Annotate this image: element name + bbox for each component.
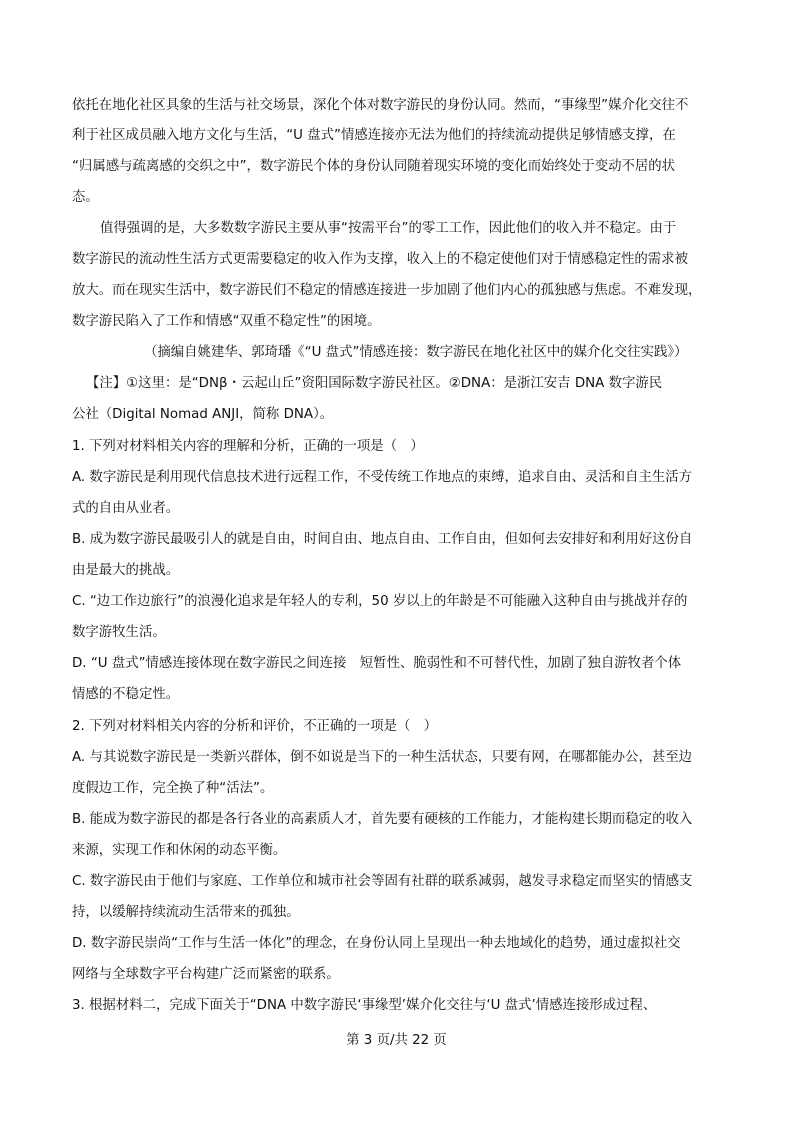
paragraph-line: 放大。而在现实生活中，数字游民们不稳定的情感连接进一步加剧了他们内心的孤独感与焦虑。不难发现， [72, 283, 702, 298]
paragraph-line: 利于社区成员融入地方文化与生活，“U 盘式”情感连接亦无法为他们的持续流动提供足够情感支撑，在 [72, 128, 676, 143]
page-number-footer: 第 3 页/共 22 页 [346, 1033, 447, 1048]
source-citation: （摘编自姚建华、郭琦璠《“U 盘式”情感连接：数字游民在地化社区中的媒介化交往实践》） [144, 345, 688, 360]
option-line: D. “U 盘式”情感连接体现在数字游民之间连接 短暂性、脆弱性和不可替代性，加剧了独自游牧者个体 [72, 656, 682, 671]
option-line: C. “边工作边旅行”的浪漫化追求是年轻人的专利，50 岁以上的年龄是不可能融入这种自由与挑战并存的 [72, 594, 688, 609]
question-1: 1. 下列对材料相关内容的理解和分析，正确的一项是（ ） [72, 439, 424, 454]
note-line: 【注】①这里：是“DNβ・云起山丘”资阳国际数字游民社区。②DNA：是浙江安吉 DNA 数字游民 [86, 376, 663, 391]
paragraph-line: “归属感与疏离感的交织之中”，数字游民个体的身份认同随着现实环境的变化而始终处于变动不居的状 [72, 159, 676, 174]
question-2: 2. 下列对材料相关内容的分析和评价，不正确的一项是（ ） [72, 719, 438, 734]
option-line: B. 能成为数字游民的都是各行各业的高素质人才，首先要有硬核的工作能力，才能构建长期而稳定的收入 [72, 812, 693, 827]
option-line: A. 与其说数字游民是一类新兴群体，倒不如说是当下的一种生活状态，只要有网，在哪都能办公，甚至边 [72, 750, 693, 765]
paragraph-line: 数字游民的流动性生活方式更需要稳定的收入作为支撑，收入上的不稳定使他们对于情感稳定性的需求被 [72, 252, 688, 267]
option-line: 情感的不稳定性。 [72, 687, 180, 702]
option-line: 式的自由从业者。 [72, 501, 180, 516]
option-line: A. 数字游民是利用现代信息技术进行远程工作，不受传统工作地点的束缚，追求自由、灵活和自主生活方 [72, 470, 693, 485]
option-line: 度假边工作，完全换了种“活法”。 [72, 781, 274, 796]
option-line: 持，以缓解持续流动生活带来的孤独。 [72, 905, 300, 920]
note-line: 公社（Digital Nomad ANJI，简称 DNA）。 [72, 407, 334, 422]
question-3: 3. 根据材料二，完成下面关于“DNA 中数字游民‘事缘型’媒介化交往与‘U 盘式’情感连接形成过程、 [72, 998, 657, 1013]
option-line: B. 成为数字游民最吸引人的就是自由，时间自由、地点自由、工作自由，但如何去安排好和利用好这份自 [72, 532, 693, 547]
option-line: C. 数字游民由于他们与家庭、工作单位和城市社会等固有社群的联系减弱，越发寻求稳定而坚实的情感支 [72, 874, 693, 889]
option-line: 数字游牧生活。 [72, 625, 166, 640]
paragraph-line: 态。 [72, 190, 99, 205]
option-line: 网络与全球数字平台构建广泛而紧密的联系。 [72, 967, 340, 982]
option-line: 由是最大的挑战。 [72, 563, 180, 578]
paragraph-line: 依托在地化社区具象的生活与社交场景，深化个体对数字游民的身份认同。然而，“事缘型”媒介化交往不 [72, 98, 689, 113]
option-line: D. 数字游民崇尚“工作与生活一体化”的理念，在身份认同上呈现出一种去地域化的趋势，通过虚拟社交 [72, 936, 681, 951]
option-line: 来源，实现工作和休闲的动态平衡。 [72, 843, 287, 858]
paragraph-line: 数字游民陷入了工作和情感“双重不稳定性”的困境。 [72, 314, 381, 329]
paragraph-line: 值得强调的是，大多数数字游民主要从事“按需平台”的零工工作，因此他们的收入并不稳定。由于 [100, 221, 677, 236]
